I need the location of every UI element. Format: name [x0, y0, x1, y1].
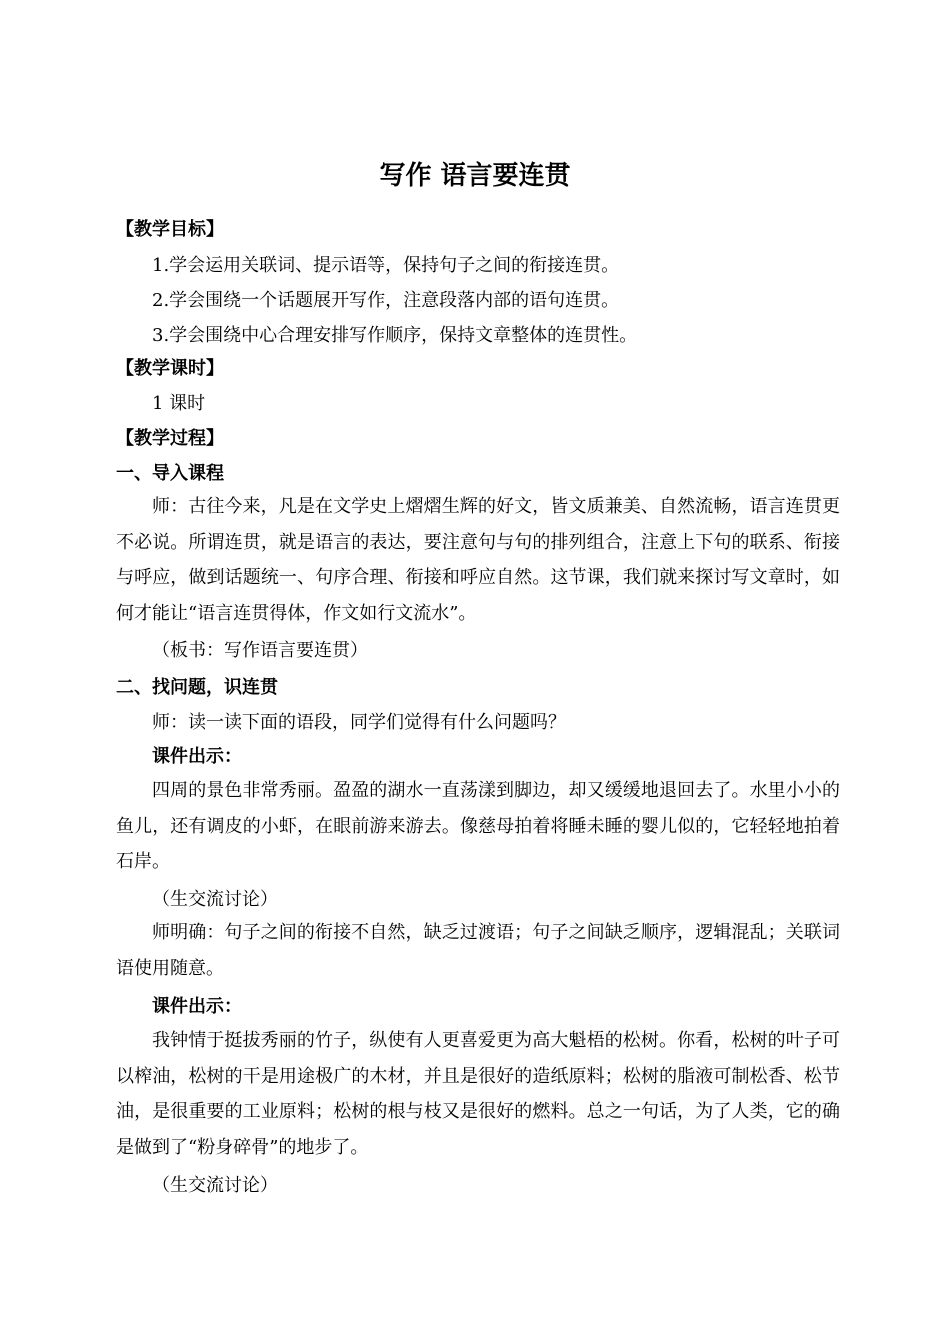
document-title: 写作 语言要连贯 — [379, 161, 571, 191]
process-heading: 【教学过程】 — [116, 428, 224, 449]
courseware-label: 课件出示： — [152, 746, 242, 767]
discussion-note: （生交流讨论） — [152, 889, 278, 910]
discussion-note: （生交流讨论） — [152, 1175, 278, 1196]
teacher-prompt: 师：读一读下面的语段，同学们觉得有什么问题吗？ — [152, 712, 566, 733]
hours-value: 1 课时 — [152, 393, 206, 414]
objective-item: 2.学会围绕一个话题展开写作，注意段落内部的语句连贯。 — [152, 290, 620, 311]
courseware-label: 课件出示： — [152, 996, 242, 1017]
section-heading: 一、导入课程 — [116, 463, 224, 484]
example-paragraph: 我钟情于挺拔秀丽的竹子，纵使有人更喜爱更为高大魁梧的松树。你看，松树的叶子可以榨油，松树的干是用途极广的木材，并且是很好的造纸原料；松树的脂液可制松香、松节油，是很重要的工业原料；松树的根与枝又是很好的燃料。总之一句话，为了人类，它的确是做到了“粉身碎骨”的地步了。 — [116, 1030, 840, 1158]
objective-item: 1.学会运用关联词、提示语等，保持句子之间的衔接连贯。 — [152, 255, 620, 276]
hours-heading: 【教学课时】 — [116, 358, 224, 379]
objective-item: 3.学会围绕中心合理安排写作顺序，保持文章整体的连贯性。 — [152, 325, 638, 346]
teacher-clarification: 师明确：句子之间的衔接不自然，缺乏过渡语；句子之间缺乏顺序，逻辑混乱；关联词语使用随意。 — [116, 922, 840, 979]
board-note: （板书：写作语言要连贯） — [152, 640, 368, 661]
example-paragraph: 四周的景色非常秀丽。盈盈的湖水一直荡漾到脚边，却又缓缓地退回去了。水里小小的鱼儿，还有调皮的小虾，在眼前游来游去。像慈母拍着将睡未睡的婴儿似的，它轻轻地拍着石岸。 — [116, 780, 840, 872]
section-heading: 二、找问题，识连贯 — [116, 677, 278, 698]
intro-paragraph: 师：古往今来，凡是在文学史上熠熠生辉的好文，皆文质兼美、自然流畅，语言连贯更不必说。所谓连贯，就是语言的表达，要注意句与句的排列组合，注意上下句的联系、衔接与呼应，做到话题统一、句序合理、衔接和呼应自然。这节课，我们就来探讨写文章时，如何才能让“语言连贯得体，作文如行文流水”。 — [116, 496, 840, 624]
objectives-heading: 【教学目标】 — [116, 219, 224, 240]
